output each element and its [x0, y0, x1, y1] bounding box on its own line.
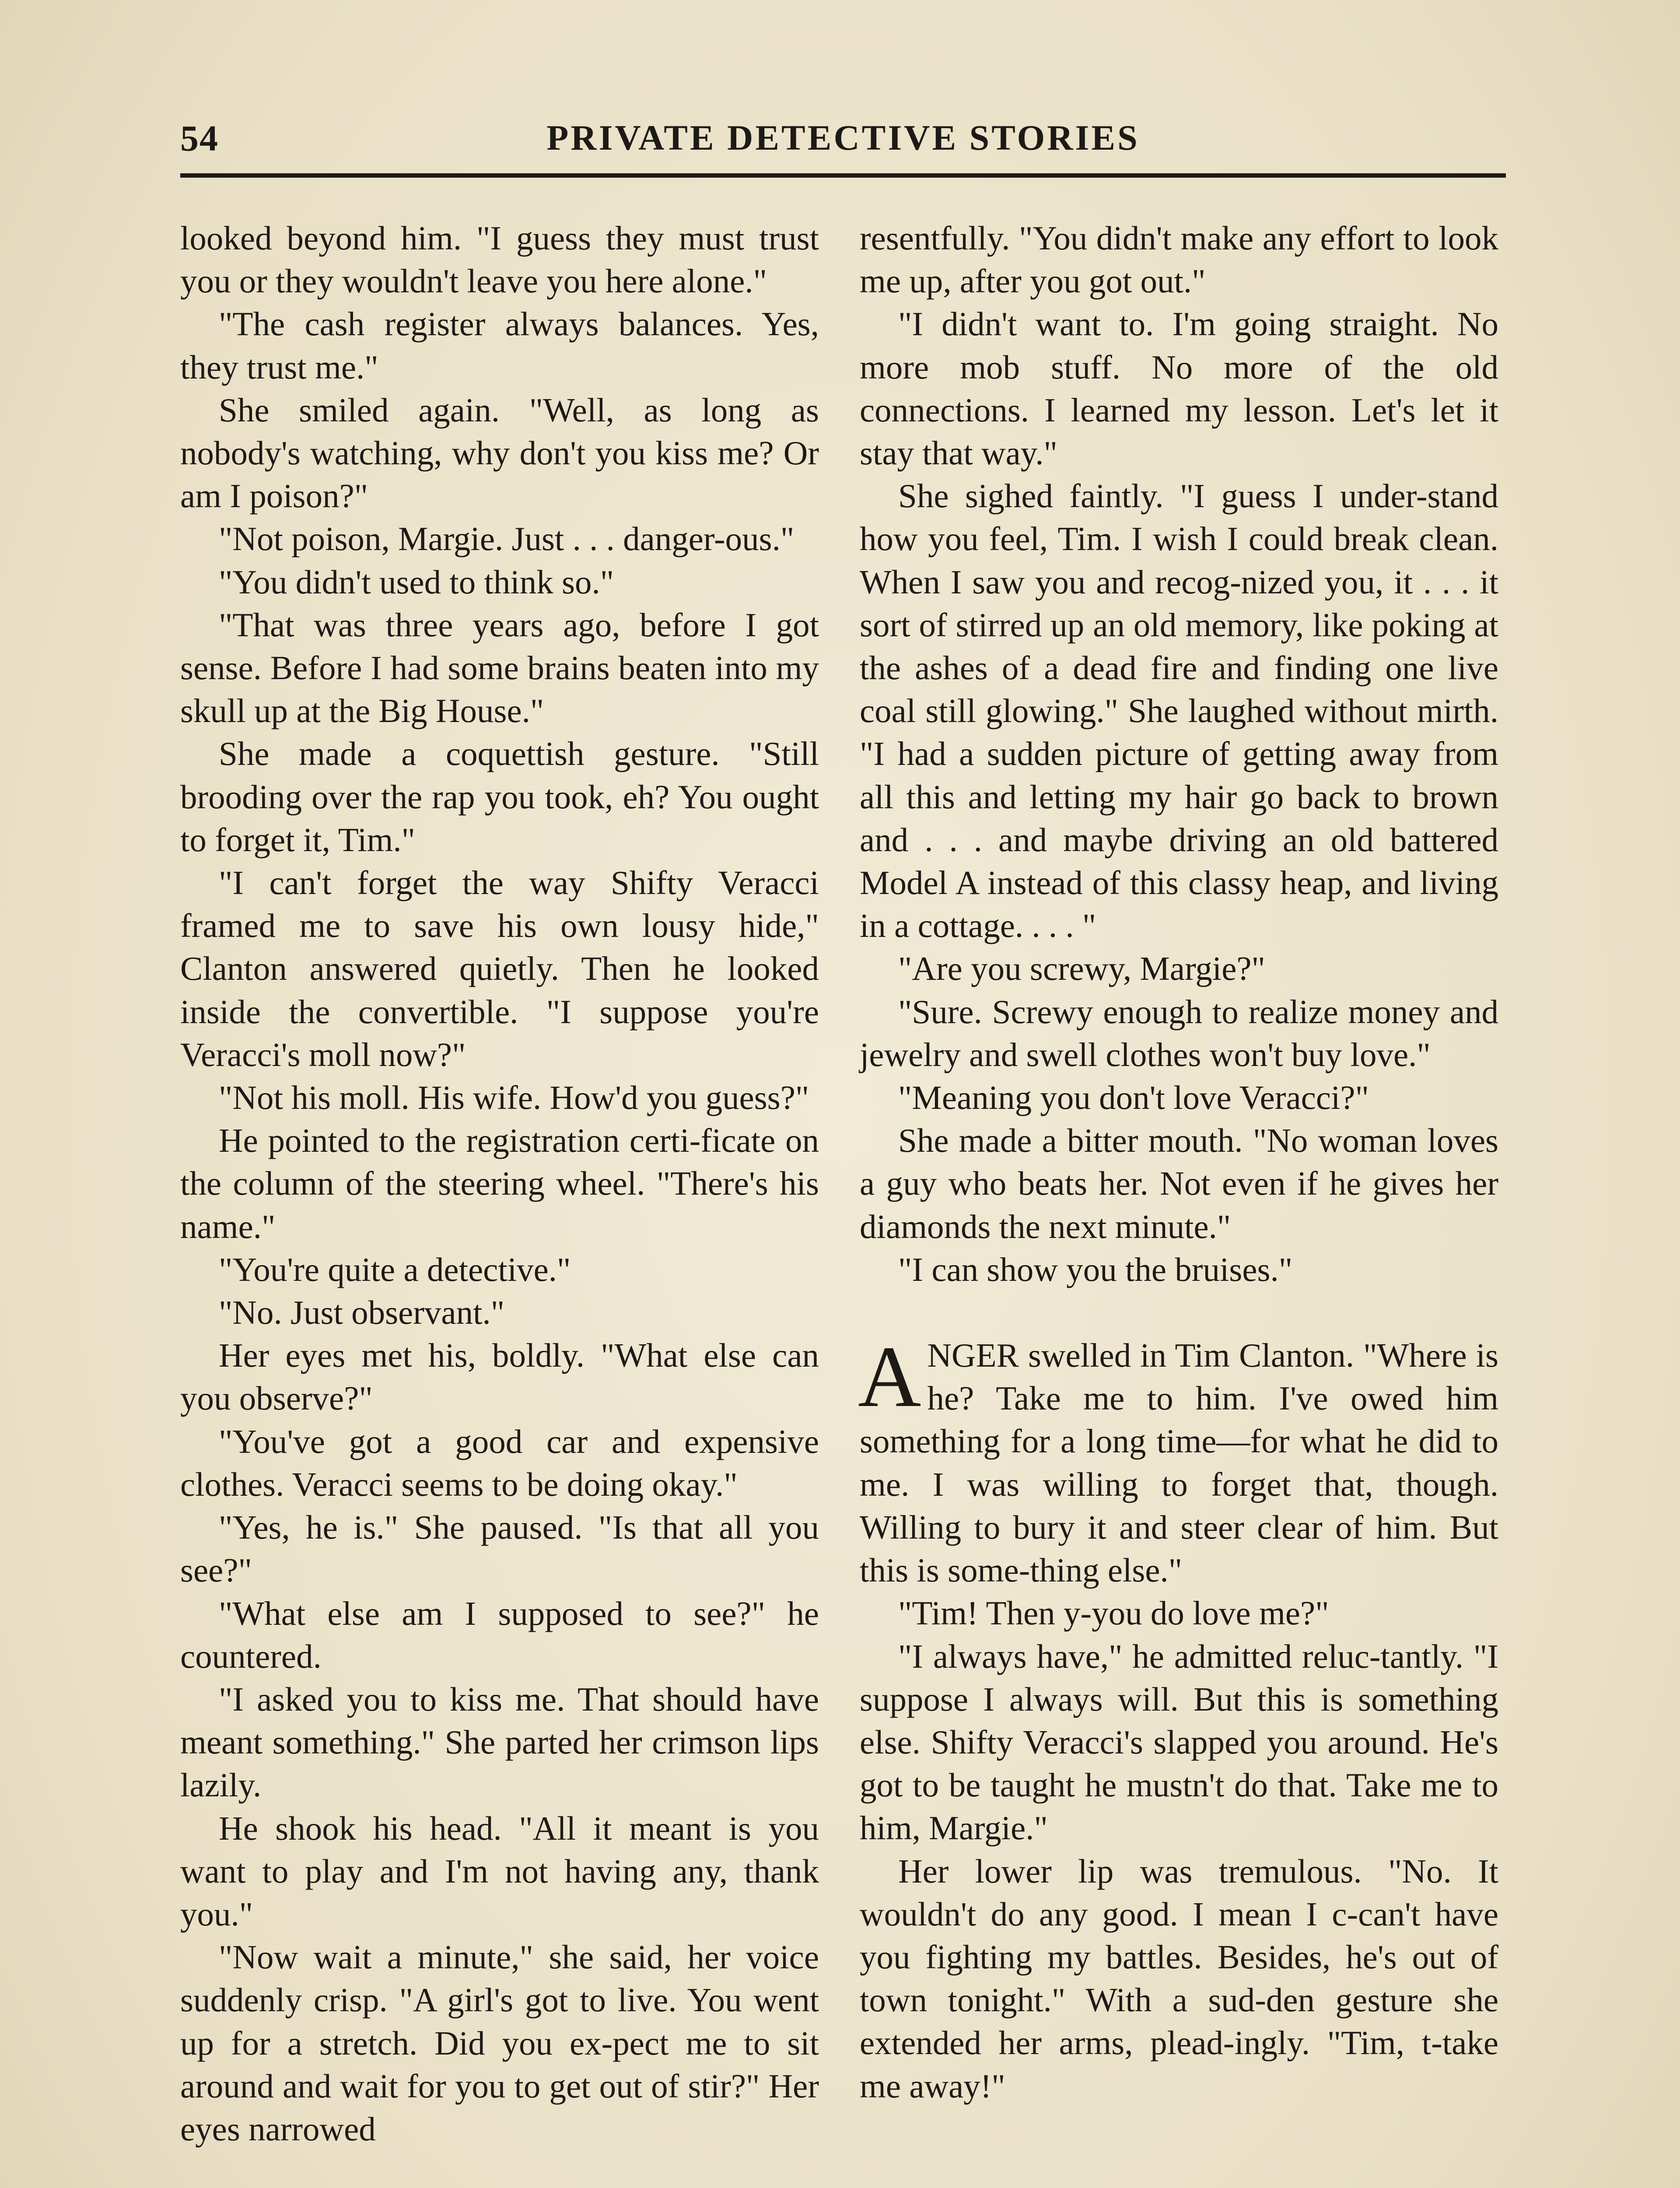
page-number: 54	[180, 118, 219, 159]
paragraph: "I can show you the bruises."	[898, 1250, 1293, 1288]
paragraph: "What else am I supposed to see?" he countered.	[180, 1594, 819, 1675]
paragraph: She sighed faintly. "I guess I under-stand how you feel, Tim. I wish I could break clean. When I saw you and recog-nized you, it . . . it sort of stirred up an old memory, like poking at the ashes of a dead fire and finding one live coal still glowing." She laughed without mirth. "I had a sudden picture of getting away from all this and letting my hair go back to brown and . . . and maybe driving an old battered Model A instead of this classy heap, and living in a cottage. . . . "	[860, 477, 1498, 945]
header-rule	[180, 173, 1506, 178]
paragraph: She made a bitter mouth. "No woman loves a guy who beats her. Not even if he gives her diamonds the next minute."	[860, 1122, 1498, 1245]
paragraph: She smiled again. "Well, as long as nobody's watching, why don't you kiss me? Or am I poison?"	[180, 391, 819, 515]
paragraph: "I can't forget the way Shifty Veracci framed me to save his own lousy hide," Clanton answered quietly. Then he looked inside the convertible. "I suppose you're Veracci's moll now?"	[180, 864, 819, 1073]
paragraph: "Now wait a minute," she said, her voice suddenly crisp. "A girl's got to live. You went up for a stretch. Did you ex-pect me to sit around and wait for you to get out of stir?" Her eyes narrowed	[180, 1938, 819, 2148]
paragraph: "The cash register always balances. Yes, they trust me."	[180, 305, 819, 386]
drop-cap: A	[858, 1329, 921, 1426]
right-column	[860, 217, 1498, 2107]
paragraph: looked beyond him. "I guess they must trust you or they wouldn't leave you here alone."	[180, 219, 819, 300]
paragraph: "Are you screwy, Margie?"	[898, 950, 1265, 988]
paragraph: "Not poison, Margie. Just . . . danger-ous."	[219, 520, 794, 558]
running-title: PRIVATE DETECTIVE STORIES	[546, 118, 1140, 158]
paragraph: "Not his moll. His wife. How'd you guess?"	[219, 1079, 809, 1117]
paragraph: "I always have," he admitted reluc-tantly. "I suppose I always will. But this is something else. Shifty Veracci's slapped you around. He's got to be taught he mustn't do that. Take me to him, Margie."	[860, 1637, 1498, 1847]
paragraph: "I didn't want to. I'm going straight. No more mob stuff. No more of the old connections. I learned my lesson. Let's let it stay that way."	[860, 305, 1498, 472]
paragraph: He pointed to the registration certi-ficate on the column of the steering wheel. "There's his name."	[180, 1122, 819, 1245]
paragraph: "That was three years ago, before I got sense. Before I had some brains beaten into my skull up at the Big House."	[180, 606, 819, 730]
page-header	[180, 117, 1506, 165]
paragraph: "I asked you to kiss me. That should have meant something." She parted her crimson lips lazily.	[180, 1680, 819, 1804]
dropcap-paragraph	[858, 1329, 1498, 1592]
paragraph: "You're quite a detective."	[219, 1250, 571, 1288]
paragraph: "Sure. Screwy enough to realize money and jewelry and swell clothes won't buy love."	[860, 992, 1498, 1073]
section-break	[860, 1291, 1498, 1334]
paragraph: resentfully. "You didn't make any effort to look me up, after you got out."	[860, 219, 1498, 300]
paragraph: "You've got a good car and expensive clothes. Veracci seems to be doing okay."	[180, 1422, 819, 1503]
dropcap-paragraph-text: NGER swelled in Tim Clanton. "Where is he? Take me to him. I've owed him something for a long time—for what he did to me. I was willing to forget that, though. Willing to bury it and steer clear of him. But this is some-thing else."	[860, 1336, 1498, 1589]
paragraph: "Tim! Then y-you do love me?"	[898, 1594, 1329, 1632]
paragraph: "Meaning you don't love Veracci?"	[898, 1079, 1369, 1117]
paragraph: "You didn't used to think so."	[219, 563, 614, 601]
paragraph: She made a coquettish gesture. "Still brooding over the rap you took, eh? You ought to forget it, Tim."	[180, 735, 819, 859]
paragraph: "No. Just observant."	[219, 1294, 505, 1332]
paragraph: He shook his head. "All it meant is you want to play and I'm not having any, thank you."	[180, 1809, 819, 1933]
left-column	[180, 217, 819, 2150]
paragraph: Her lower lip was tremulous. "No. It wouldn't do any good. I mean I c-can't have you fighting my battles. Besides, he's out of town tonight." With a sud-den gesture she extended her arms, plead-ingly. "Tim, t-take me away!"	[860, 1852, 1498, 2105]
paragraph: "Yes, he is." She paused. "Is that all you see?"	[180, 1508, 819, 1589]
paragraph: Her eyes met his, boldly. "What else can you observe?"	[180, 1336, 819, 1417]
